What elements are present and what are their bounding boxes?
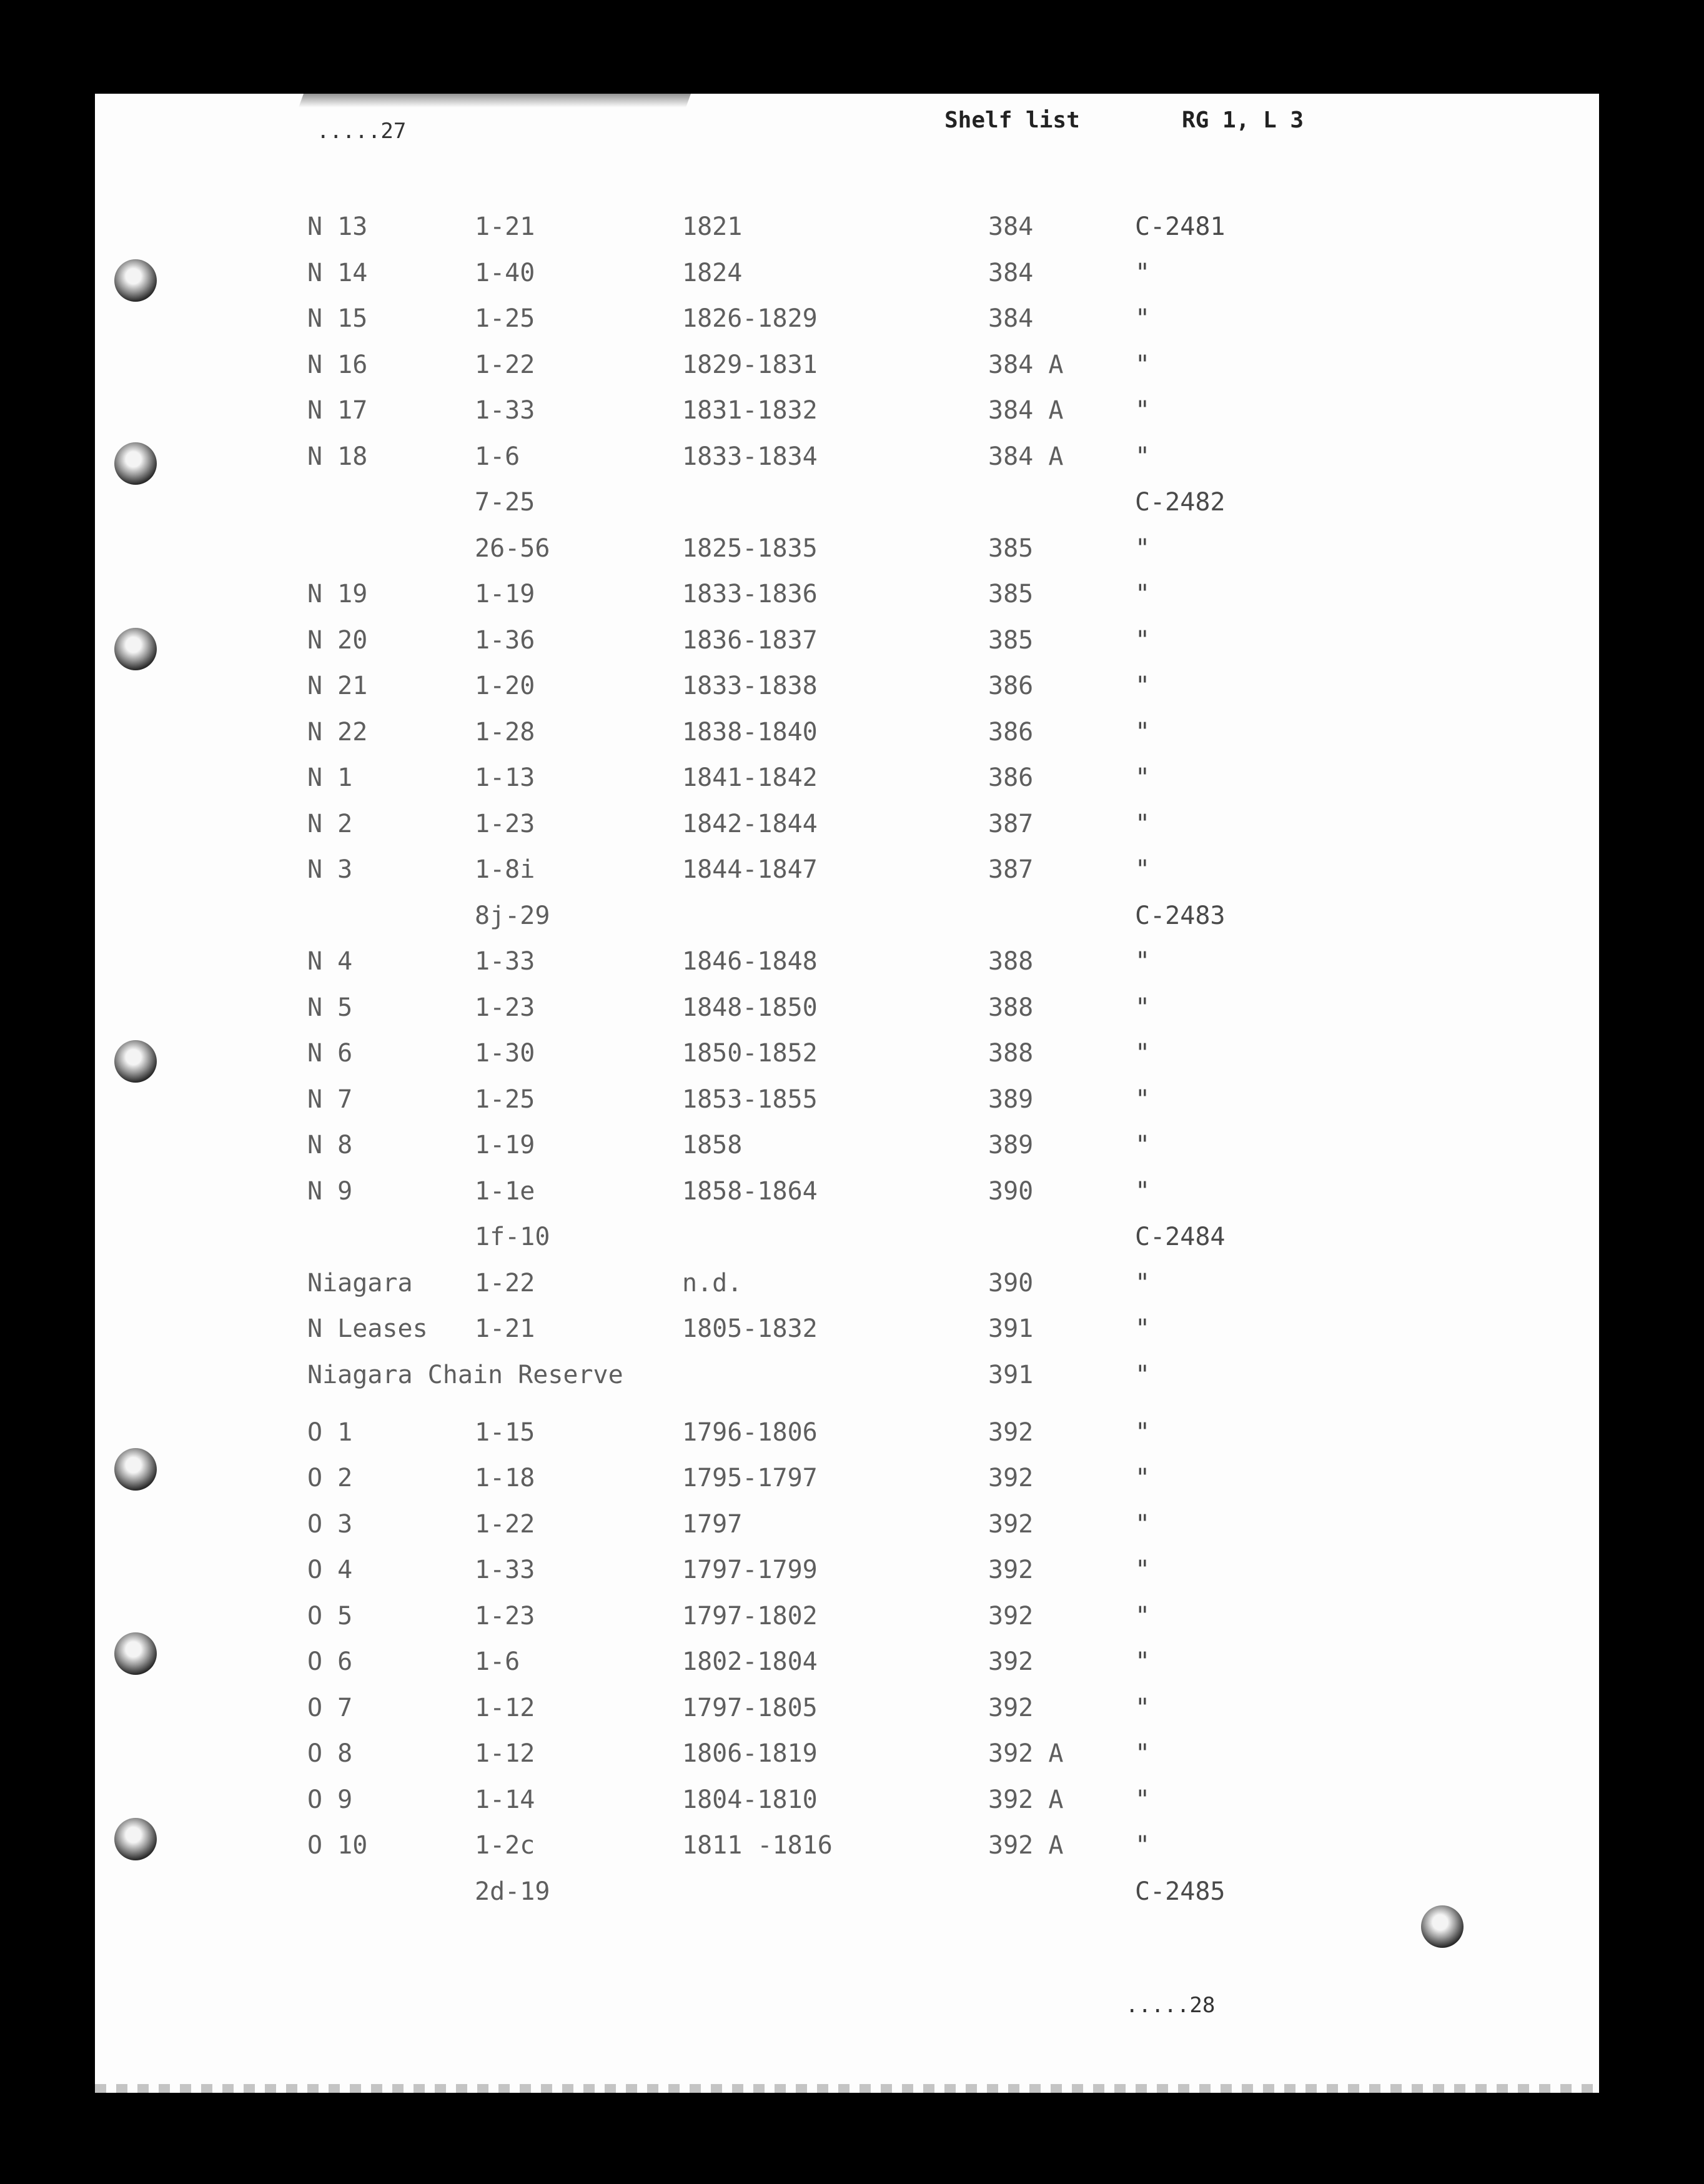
row-range: 1-25 bbox=[475, 304, 535, 333]
row-date: 1844-1847 bbox=[682, 855, 818, 884]
row-range: 7-25 bbox=[475, 488, 535, 517]
row-reel: " bbox=[1135, 809, 1151, 838]
row-reel: " bbox=[1135, 534, 1151, 563]
row-range: 1-33 bbox=[475, 396, 535, 425]
punch-hole bbox=[114, 259, 157, 302]
row-reel: C-2483 bbox=[1135, 901, 1226, 930]
row-box: 392 A bbox=[988, 1831, 1064, 1860]
row-box: 392 bbox=[988, 1601, 1034, 1631]
row-reel: " bbox=[1135, 1417, 1151, 1447]
table-row bbox=[95, 1831, 1599, 1869]
table-row bbox=[95, 1510, 1599, 1547]
row-date: 1833-1836 bbox=[682, 580, 818, 608]
row-date: 1825-1835 bbox=[682, 534, 818, 563]
row-date: n.d. bbox=[682, 1268, 743, 1298]
row-reel: " bbox=[1135, 1268, 1151, 1298]
row-item: O 7 bbox=[307, 1693, 353, 1722]
row-range: 1-6 bbox=[475, 442, 520, 471]
row-date: 1804-1810 bbox=[682, 1785, 818, 1814]
row-box: 392 A bbox=[988, 1739, 1064, 1768]
row-date: 1853-1855 bbox=[682, 1085, 818, 1114]
table-row bbox=[95, 718, 1599, 755]
row-reel: " bbox=[1135, 442, 1151, 471]
row-date: 1796-1806 bbox=[682, 1417, 818, 1447]
row-item: N 21 bbox=[307, 672, 368, 700]
row-item: N 5 bbox=[307, 993, 353, 1022]
row-reel: " bbox=[1135, 304, 1151, 333]
row-reel: C-2484 bbox=[1135, 1223, 1226, 1251]
row-range: 1-14 bbox=[475, 1785, 535, 1814]
row-date: 1846-1848 bbox=[682, 947, 818, 976]
row-item: N 13 bbox=[307, 212, 368, 241]
row-item: N 22 bbox=[307, 717, 368, 747]
row-item: N 18 bbox=[307, 442, 368, 471]
table-row bbox=[95, 947, 1599, 985]
row-reel: " bbox=[1135, 1831, 1151, 1860]
row-range: 1-33 bbox=[475, 947, 535, 976]
next-page-reference: .....28 bbox=[1126, 1993, 1216, 2018]
row-reel: " bbox=[1135, 1693, 1151, 1722]
row-item: N 6 bbox=[307, 1039, 353, 1068]
row-item: O 5 bbox=[307, 1601, 353, 1631]
row-date: 1841-1842 bbox=[682, 763, 818, 792]
row-date: 1797-1802 bbox=[682, 1601, 818, 1631]
row-item: N 16 bbox=[307, 350, 368, 379]
row-date: 1831-1832 bbox=[682, 396, 818, 425]
row-reel: " bbox=[1135, 1360, 1151, 1389]
row-reel: " bbox=[1135, 1131, 1151, 1159]
row-range: 1-12 bbox=[475, 1693, 535, 1722]
row-range: 1-18 bbox=[475, 1464, 535, 1492]
row-reel: C-2481 bbox=[1135, 212, 1226, 241]
table-row bbox=[95, 1223, 1599, 1260]
row-date: 1797 bbox=[682, 1509, 743, 1539]
row-item: N 9 bbox=[307, 1176, 353, 1206]
row-range: 1-19 bbox=[475, 580, 535, 608]
row-range: 1-6 bbox=[475, 1647, 520, 1676]
table-row bbox=[95, 580, 1599, 617]
table-row bbox=[95, 1694, 1599, 1731]
row-box: 386 bbox=[988, 672, 1034, 700]
table-row bbox=[95, 1464, 1599, 1501]
row-box: 387 bbox=[988, 855, 1034, 884]
row-range: 1-13 bbox=[475, 763, 535, 792]
row-box: 389 bbox=[988, 1131, 1034, 1159]
row-date: 1848-1850 bbox=[682, 993, 818, 1022]
table-row bbox=[95, 626, 1599, 663]
row-box: 385 bbox=[988, 534, 1034, 563]
table-row bbox=[95, 763, 1599, 801]
row-date: 1833-1834 bbox=[682, 442, 818, 471]
row-box: 392 bbox=[988, 1693, 1034, 1722]
row-range: 1-20 bbox=[475, 672, 535, 700]
row-item: O 1 bbox=[307, 1417, 353, 1447]
table-row bbox=[95, 1269, 1599, 1306]
punch-hole bbox=[114, 1632, 157, 1675]
row-item: O 6 bbox=[307, 1647, 353, 1676]
table-row bbox=[95, 1361, 1599, 1398]
row-range: 1-8i bbox=[475, 855, 535, 884]
row-reel: " bbox=[1135, 1509, 1151, 1539]
table-row bbox=[95, 672, 1599, 709]
punch-hole bbox=[1421, 1905, 1464, 1948]
row-reel: " bbox=[1135, 258, 1151, 287]
row-date: 1821 bbox=[682, 212, 743, 241]
row-date: 1833-1838 bbox=[682, 672, 818, 700]
row-item: N 7 bbox=[307, 1085, 353, 1114]
row-box: 390 bbox=[988, 1268, 1034, 1298]
table-row bbox=[95, 901, 1599, 939]
row-box: 384 A bbox=[988, 350, 1064, 379]
row-box: 389 bbox=[988, 1085, 1034, 1114]
row-item: N 3 bbox=[307, 855, 353, 884]
row-reel: " bbox=[1135, 855, 1151, 884]
table-row bbox=[95, 1785, 1599, 1823]
row-reel: " bbox=[1135, 1647, 1151, 1676]
row-reel: " bbox=[1135, 625, 1151, 655]
row-range: 1-22 bbox=[475, 1268, 535, 1298]
row-date: 1858-1864 bbox=[682, 1176, 818, 1206]
row-range: 1-19 bbox=[475, 1131, 535, 1159]
row-box: 386 bbox=[988, 717, 1034, 747]
table-row bbox=[95, 488, 1599, 525]
row-item: O 2 bbox=[307, 1464, 353, 1492]
row-item: N 8 bbox=[307, 1131, 353, 1159]
row-box: 388 bbox=[988, 947, 1034, 976]
row-item: O 4 bbox=[307, 1556, 353, 1584]
scan-scuff-bottom bbox=[95, 2084, 1599, 2093]
row-reel: " bbox=[1135, 1085, 1151, 1114]
row-item: N 1 bbox=[307, 763, 353, 792]
row-item: Niagara bbox=[307, 1268, 413, 1298]
row-item: O 9 bbox=[307, 1785, 353, 1814]
row-reel: " bbox=[1135, 1556, 1151, 1584]
row-reel: " bbox=[1135, 396, 1151, 425]
row-box: 392 A bbox=[988, 1785, 1064, 1814]
row-reel: " bbox=[1135, 1314, 1151, 1343]
table-row bbox=[95, 259, 1599, 296]
punch-hole bbox=[114, 1040, 157, 1083]
row-range: 2d-19 bbox=[475, 1877, 550, 1906]
row-item: N 15 bbox=[307, 304, 368, 333]
row-range: 1-23 bbox=[475, 1601, 535, 1631]
row-date: 1806-1819 bbox=[682, 1739, 818, 1768]
row-date: 1797-1799 bbox=[682, 1556, 818, 1584]
row-item: N 4 bbox=[307, 947, 353, 976]
table-row bbox=[95, 993, 1599, 1031]
row-date: 1842-1844 bbox=[682, 809, 818, 838]
table-row bbox=[95, 212, 1599, 250]
row-box: 387 bbox=[988, 809, 1034, 838]
row-box: 391 bbox=[988, 1314, 1034, 1343]
row-reel: " bbox=[1135, 672, 1151, 700]
row-range: 1-12 bbox=[475, 1739, 535, 1768]
row-range: 1-33 bbox=[475, 1556, 535, 1584]
row-reel: " bbox=[1135, 717, 1151, 747]
scan-scuff-top bbox=[299, 94, 691, 107]
row-reel: C-2485 bbox=[1135, 1877, 1226, 1906]
row-date: 1850-1852 bbox=[682, 1039, 818, 1068]
row-reel: " bbox=[1135, 350, 1151, 379]
row-range: 1-21 bbox=[475, 212, 535, 241]
punch-hole bbox=[114, 1448, 157, 1491]
record-group-reference: RG 1, L 3 bbox=[1182, 107, 1304, 133]
row-box: 384 bbox=[988, 212, 1034, 241]
row-date: 1805-1832 bbox=[682, 1314, 818, 1343]
row-box: 385 bbox=[988, 580, 1034, 608]
row-reel: " bbox=[1135, 1601, 1151, 1631]
row-range: 1-36 bbox=[475, 625, 535, 655]
row-date: 1811 -1816 bbox=[682, 1831, 833, 1860]
row-reel: " bbox=[1135, 1176, 1151, 1206]
table-row bbox=[95, 1039, 1599, 1076]
row-item: N 17 bbox=[307, 396, 368, 425]
table-row bbox=[95, 810, 1599, 847]
row-range: 1-40 bbox=[475, 258, 535, 287]
punch-hole bbox=[114, 628, 157, 670]
row-range: 8j-29 bbox=[475, 901, 550, 930]
row-date: 1795-1797 bbox=[682, 1464, 818, 1492]
table-row bbox=[95, 350, 1599, 388]
row-date: 1838-1840 bbox=[682, 717, 818, 747]
table-row bbox=[95, 1131, 1599, 1168]
row-reel: " bbox=[1135, 763, 1151, 792]
row-item: N 20 bbox=[307, 625, 368, 655]
row-range: 1-21 bbox=[475, 1314, 535, 1343]
row-box: 390 bbox=[988, 1176, 1034, 1206]
row-reel: " bbox=[1135, 947, 1151, 976]
row-box: 385 bbox=[988, 625, 1034, 655]
punch-hole bbox=[114, 1818, 157, 1860]
row-reel: " bbox=[1135, 993, 1151, 1022]
row-date: 1858 bbox=[682, 1131, 743, 1159]
row-box: 384 A bbox=[988, 396, 1064, 425]
row-range: 1-23 bbox=[475, 993, 535, 1022]
row-box: 388 bbox=[988, 1039, 1034, 1068]
row-item: O 3 bbox=[307, 1509, 353, 1539]
row-reel: " bbox=[1135, 1785, 1151, 1814]
table-row bbox=[95, 304, 1599, 342]
table-row bbox=[95, 396, 1599, 434]
table-row bbox=[95, 855, 1599, 893]
table-row bbox=[95, 534, 1599, 572]
row-item: N Leases bbox=[307, 1314, 428, 1343]
row-range: 1-22 bbox=[475, 350, 535, 379]
table-row bbox=[95, 1602, 1599, 1639]
row-box: 388 bbox=[988, 993, 1034, 1022]
row-box: 384 bbox=[988, 304, 1034, 333]
row-box: 391 bbox=[988, 1360, 1034, 1389]
row-date: 1802-1804 bbox=[682, 1647, 818, 1676]
row-box: 392 bbox=[988, 1556, 1034, 1584]
row-date: 1797-1805 bbox=[682, 1693, 818, 1722]
row-box: 392 bbox=[988, 1417, 1034, 1447]
row-box: 386 bbox=[988, 763, 1034, 792]
table-row bbox=[95, 1177, 1599, 1214]
row-range: 1-30 bbox=[475, 1039, 535, 1068]
row-range: 1f-10 bbox=[475, 1223, 550, 1251]
row-range: 1-25 bbox=[475, 1085, 535, 1114]
row-item: Niagara Chain Reserve bbox=[307, 1360, 623, 1389]
row-range: 1-28 bbox=[475, 717, 535, 747]
row-reel: C-2482 bbox=[1135, 488, 1226, 517]
row-date: 1824 bbox=[682, 258, 743, 287]
table-row bbox=[95, 1418, 1599, 1456]
table-row bbox=[95, 1647, 1599, 1685]
row-range: 1-23 bbox=[475, 809, 535, 838]
row-reel: " bbox=[1135, 580, 1151, 608]
row-date: 1826-1829 bbox=[682, 304, 818, 333]
row-item: N 14 bbox=[307, 258, 368, 287]
row-item: N 2 bbox=[307, 809, 353, 838]
table-row bbox=[95, 1739, 1599, 1777]
row-reel: " bbox=[1135, 1464, 1151, 1492]
previous-page-reference: .....27 bbox=[317, 119, 407, 144]
row-range: 1-1e bbox=[475, 1176, 535, 1206]
row-box: 392 bbox=[988, 1647, 1034, 1676]
table-row bbox=[95, 1556, 1599, 1593]
punch-hole bbox=[114, 442, 157, 485]
row-box: 384 bbox=[988, 258, 1034, 287]
row-box: 384 A bbox=[988, 442, 1064, 471]
document-page bbox=[95, 94, 1599, 2093]
row-item: O 8 bbox=[307, 1739, 353, 1768]
row-date: 1836-1837 bbox=[682, 625, 818, 655]
row-range: 1-22 bbox=[475, 1509, 535, 1539]
table-row bbox=[95, 1314, 1599, 1352]
table-row bbox=[95, 1877, 1599, 1915]
document-title: Shelf list bbox=[944, 107, 1080, 133]
row-box: 392 bbox=[988, 1509, 1034, 1539]
row-reel: " bbox=[1135, 1039, 1151, 1068]
table-row bbox=[95, 1085, 1599, 1123]
row-box: 392 bbox=[988, 1464, 1034, 1492]
row-item: N 19 bbox=[307, 580, 368, 608]
row-range: 1-2c bbox=[475, 1831, 535, 1860]
row-item: O 10 bbox=[307, 1831, 368, 1860]
table-row bbox=[95, 442, 1599, 480]
row-date: 1829-1831 bbox=[682, 350, 818, 379]
row-reel: " bbox=[1135, 1739, 1151, 1768]
row-range: 1-15 bbox=[475, 1417, 535, 1447]
row-range: 26-56 bbox=[475, 534, 550, 563]
